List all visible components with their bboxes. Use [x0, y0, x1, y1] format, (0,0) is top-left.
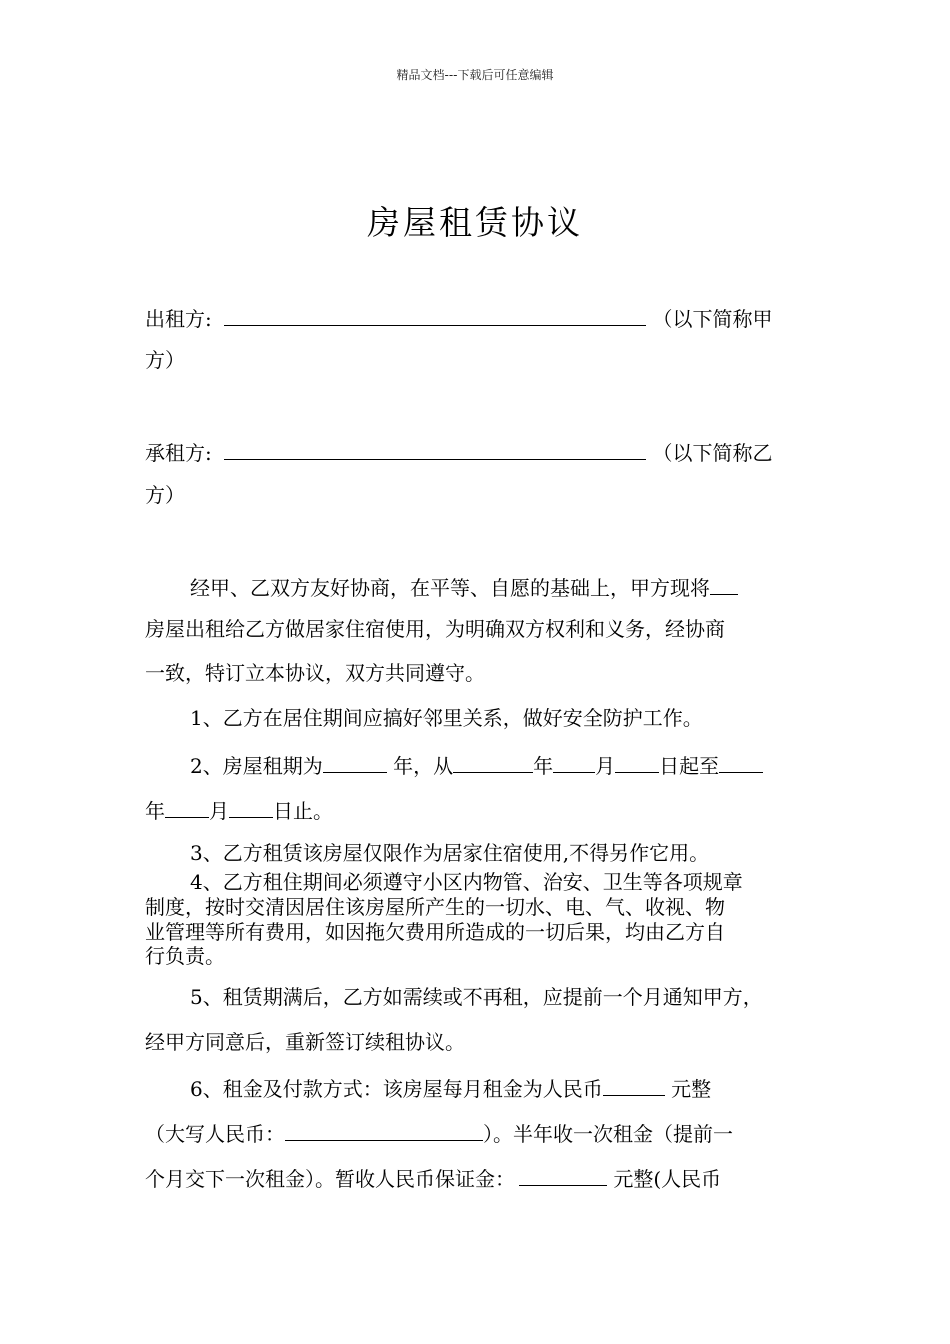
- clause-4-line-4: 行负责。: [145, 944, 225, 968]
- clause-6-text-f: 元整(人民币: [613, 1167, 722, 1191]
- clause-3: 3、乙方租赁该房屋仅限作为居家住宿使用,不得另作它用。: [190, 841, 710, 865]
- lessee-line: [145, 439, 772, 464]
- lessor-label: 出租方:: [145, 307, 212, 331]
- clause-6-text-c: （大写人民币：: [145, 1122, 285, 1146]
- intro-line-2: 房屋出租给乙方做居家住宿使用，为明确双方权利和义务，经协商: [145, 617, 725, 641]
- clause-2-line-1: [190, 752, 763, 777]
- clause-6-line-2: [145, 1120, 733, 1145]
- lessor-line: [145, 305, 772, 330]
- clause-2-text-b: 年，从: [393, 754, 454, 778]
- page-header: 精品文档---下载后可任意编辑: [396, 68, 554, 82]
- clause-5-line-2: 经甲方同意后，重新签订续租协议。: [145, 1030, 465, 1054]
- clause-6-line-1: [190, 1075, 711, 1100]
- lessor-name-field[interactable]: [224, 305, 646, 326]
- intro-text-1: 经甲、乙双方友好协商，在平等、自愿的基础上，甲方现将: [190, 576, 710, 600]
- clause-6-text-b: 元整: [671, 1077, 712, 1101]
- end-day-field[interactable]: [229, 797, 273, 818]
- clause-2-text-e: 日起至: [659, 754, 720, 778]
- lease-years-field[interactable]: [323, 752, 387, 773]
- property-address-field[interactable]: [710, 574, 738, 595]
- clause-6-text-d: ）。半年收一次租金（提前一: [483, 1122, 733, 1146]
- clause-2-text-f: 年: [145, 799, 165, 823]
- intro-line-3: 一致，特订立本协议，双方共同遵守。: [145, 661, 485, 685]
- start-month-field[interactable]: [553, 752, 595, 773]
- start-day-field[interactable]: [615, 752, 659, 773]
- clause-6-text-a: 6、租金及付款方式：该房屋每月租金为人民币: [190, 1077, 603, 1101]
- clause-6-text-e: 个月交下一次租金）。暂收人民币保证金：: [145, 1167, 515, 1191]
- clause-2-text-d: 月: [595, 754, 616, 778]
- monthly-rent-field[interactable]: [603, 1075, 665, 1096]
- clause-2-text-c: 年: [533, 754, 554, 778]
- lessor-suffix: （以下简称甲: [652, 307, 773, 331]
- lessee-wrap: 方）: [145, 483, 185, 507]
- clause-1: 1、乙方在居住期间应搞好邻里关系，做好安全防护工作。: [190, 706, 703, 730]
- clause-4-line-3: 业管理等所有费用，如因拖欠费用所造成的一切后果，均由乙方自: [145, 920, 725, 944]
- clause-2-text-g: 月: [209, 799, 229, 823]
- clause-4-line-2: 制度，按时交清因居住该房屋所产生的一切水、电、气、收视、物: [145, 895, 725, 919]
- clause-2-text-a: 2、房屋租期为: [190, 754, 323, 778]
- start-year-field[interactable]: [453, 752, 533, 773]
- page-title: 房屋租赁协议: [367, 203, 583, 242]
- lessor-wrap: 方）: [145, 348, 185, 372]
- clause-4-line-1: 4、乙方租住期间必须遵守小区内物管、治安、卫生等各项规章: [190, 870, 743, 894]
- lessee-label: 承租方:: [145, 441, 212, 465]
- lessee-suffix: （以下简称乙: [652, 441, 773, 465]
- clause-5-line-1: 5、租赁期满后，乙方如需续或不再租，应提前一个月通知甲方，: [190, 985, 763, 1009]
- clause-2-text-h: 日止。: [273, 799, 333, 823]
- rent-uppercase-field[interactable]: [285, 1120, 483, 1141]
- clause-2-line-2: [145, 797, 333, 822]
- end-month-field[interactable]: [165, 797, 209, 818]
- lessee-name-field[interactable]: [224, 439, 646, 460]
- intro-line-1: [190, 574, 738, 599]
- end-year-field[interactable]: [719, 752, 763, 773]
- clause-6-line-3: [145, 1165, 721, 1190]
- deposit-field[interactable]: [519, 1165, 607, 1186]
